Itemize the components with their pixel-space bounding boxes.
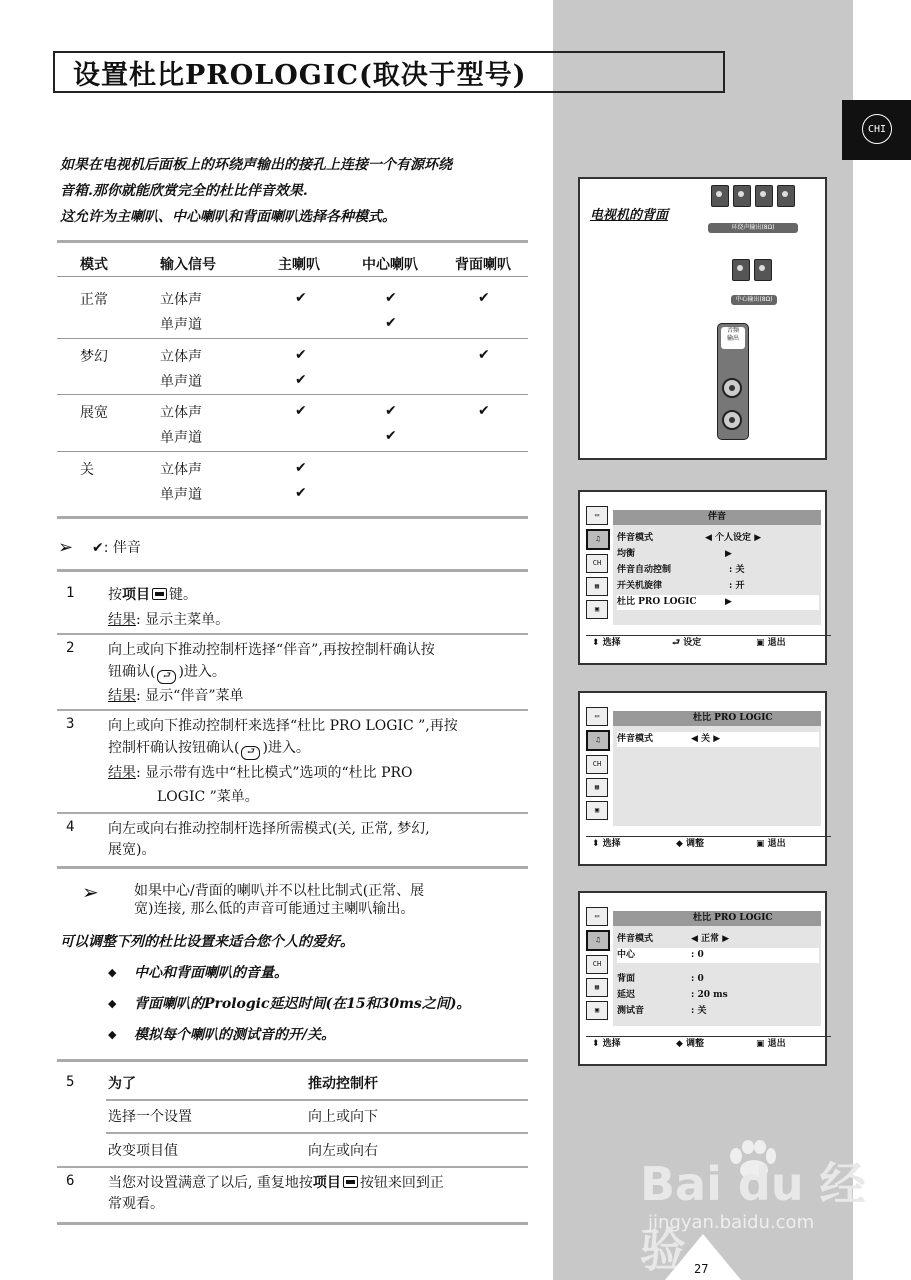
menu-row[interactable] [617,579,819,594]
language-tab-label: CHI [862,114,892,144]
audio-label: 输出 [726,335,739,342]
menu-label: 测试音 [617,1006,645,1016]
check-mark: ✔ [385,428,397,444]
audio-label: 音频 [726,327,739,334]
input-stereo: 立体声 [160,349,202,365]
intro-line: 如果在电视机后面板上的环绕声输出的接孔上连接一个有源环绕 [60,157,452,173]
menu-key-label: 项目 [122,587,150,603]
enter-button-icon: ⮐ [241,746,260,760]
check-mark: ✔ [295,372,307,388]
picture-icon: ▭ [586,907,608,926]
menu-key-label: 项目 [312,1175,341,1191]
check-mark: ✔ [385,290,397,306]
header-center: 中心喇叭 [362,257,418,273]
step-3-line [108,738,310,760]
intro-line: 音箱.那你就能欣赏完全的杜比伴音效果. [60,183,308,199]
check-mark: ✔ [295,403,307,419]
speaker-jack-icon [754,259,772,281]
table2-header: 为了 [108,1076,136,1092]
input-mono: 单声道 [160,430,202,446]
menu-label: 伴音模式 [617,533,654,543]
step-2-line [108,662,226,684]
check-mark: ✔ [478,403,490,419]
exit-hint: ▣ 退出 [756,839,786,849]
input-mono: 单声道 [160,317,202,333]
step-text: 当您对设置满意了以后, 重复地按 [108,1175,313,1191]
step-rule [57,633,528,635]
watermark-url: jingyan.baidu.com [648,1212,815,1233]
table2-cell: 向上或向下 [308,1109,378,1125]
language-tab [842,100,911,160]
menu-footer [586,635,831,650]
step-text: 控制杆确认按钮确认( [108,740,240,756]
menu-value: ▶ [725,597,732,607]
step-rule [57,709,528,711]
step-3-result [108,763,413,783]
table-rule [57,240,528,243]
menu-value: ▶ [725,549,732,559]
select-hint: ⬍ 选择 [592,1039,621,1049]
mode-name: 关 [80,462,94,478]
page-number: 27 [694,1262,709,1276]
menu-label: 伴音自动控制 [617,565,672,575]
result-text: : 显示“伴音”菜单 [136,688,244,704]
menu-row[interactable] [617,932,819,947]
check-mark: ✔ [478,290,490,306]
step-3-line: 向上或向下推动控制杆来选择“杜比 PRO LOGIC ”,再按 [108,718,458,734]
bullet-icon: ◆ [108,1028,117,1041]
menu-value: : 关 [729,565,745,575]
step-rule [57,812,528,814]
menu-row-selected[interactable] [617,732,819,747]
menu-label: 延迟 [617,990,636,1000]
dolby-settings-screen [578,891,827,1066]
step-number: 5 [66,1074,75,1090]
speaker-jack-icon [755,185,773,207]
input-stereo: 立体声 [160,292,202,308]
step-number: 1 [66,585,75,601]
page-title: 设置杜比PROLOGIC(取决于型号) [53,51,725,93]
adjust-item: 背面喇叭的Prologic延迟时间(在15和30ms之间)。 [134,996,471,1012]
adjust-heading: 可以调整下列的杜比设置来适合您个人的爱好。 [60,934,354,950]
check-mark: ✔ [295,347,307,363]
check-mark: ✔ [295,485,307,501]
picture-icon: ▭ [586,707,608,726]
menu-icon-column [586,907,608,1024]
menu-value: : 20 ms [691,990,728,1000]
legend-text: ✔: 伴音 [92,540,141,556]
input-stereo: 立体声 [160,462,202,478]
step-rule [57,569,528,572]
check-mark: ✔ [385,403,397,419]
channel-icon: CH [586,955,608,974]
setup-icon: ▣ [586,1001,608,1020]
adjust-hint: ◆ 调整 [676,1039,705,1049]
speaker-jack-icon [711,185,729,207]
menu-label: 伴音模式 [617,734,654,744]
mode-name: 梦幻 [80,349,108,365]
menu-header: 伴音 [613,510,821,525]
menu-row[interactable] [617,563,819,578]
watermark-brand: Bai du 经验 [640,1157,866,1277]
menu-header: 杜比 PRO LOGIC [613,711,821,726]
sound-icon: ♫ [586,529,610,550]
mode-name: 展宽 [80,405,108,421]
step-number: 6 [66,1173,75,1189]
menu-row[interactable] [617,547,819,562]
step-rule [57,1059,528,1062]
result-label: 结果 [108,612,136,628]
function-icon: ▦ [586,778,608,797]
check-mark: ✔ [478,347,490,363]
menu-row[interactable] [617,988,819,1003]
menu-label: 杜比 PRO LOGIC [617,597,697,607]
menu-label: 中心 [617,950,636,960]
step-text: )进入。 [178,664,226,680]
header-main: 主喇叭 [278,257,320,273]
check-mark: ✔ [295,290,307,306]
dolby-menu-screen [578,691,827,866]
sound-menu-screen [578,490,827,665]
menu-footer [586,1036,831,1051]
menu-label: 开关机旋律 [617,581,663,591]
menu-value: : 关 [691,1006,707,1016]
sound-icon: ♫ [586,930,610,951]
exit-hint: ▣ 退出 [756,638,786,648]
menu-footer [586,836,831,851]
table-rule [57,338,528,339]
center-jacks [732,259,772,281]
check-mark: ✔ [295,460,307,476]
input-mono: 单声道 [160,374,202,390]
table-rule [57,516,528,519]
surround-jacks [711,185,795,207]
menu-header: 杜比 PRO LOGIC [613,911,821,926]
table2-cell: 选择一个设置 [108,1109,192,1125]
menu-value: : 0 [691,974,704,984]
header-input: 输入信号 [160,257,216,273]
function-icon: ▦ [586,577,608,596]
adjust-item: 中心和背面喇叭的音量。 [134,965,288,981]
menu-label: 背面 [617,974,636,984]
audio-out-block [717,323,749,440]
menu-body [613,911,821,1026]
result-text: LOGIC ”菜单。 [157,789,259,805]
mode-name: 正常 [80,292,108,308]
table-rule [57,451,528,452]
step-6-line: 常观看。 [108,1196,164,1212]
step-rule [57,866,528,869]
table-rule [57,276,528,277]
speaker-jack-icon [733,185,751,207]
speaker-jack-icon [777,185,795,207]
note-line: 如果中心/背面的喇叭并不以杜比制式(正常、展 [134,883,425,899]
table2-header: 推动控制杆 [308,1076,378,1092]
result-label: 结果 [108,688,136,704]
header-mode: 模式 [80,257,108,273]
menu-value: : 0 [691,950,704,960]
result-label: 结果 [108,765,136,781]
select-hint: ⬍ 选择 [592,839,621,849]
menu-icon-column [586,506,608,623]
menu-button-icon [343,1176,358,1188]
step-2-line: 向上或向下推动控制杆选择“伴音”,再按控制杆确认按 [108,642,435,658]
adjust-hint: ◆ 调整 [676,839,705,849]
select-hint: ⬍ 选择 [592,638,621,648]
input-mono: 单声道 [160,487,202,503]
rear-panel-diagram [578,177,827,460]
menu-row[interactable] [617,1004,819,1019]
arrow-icon: ➢ [58,537,74,558]
note-arrow-icon: ➢ [82,880,99,904]
result-text: : 显示带有选中“杜比模式”选项的“杜比 PRO [136,765,413,781]
step-number: 2 [66,640,75,656]
menu-value: ◀ 正常 ▶ [691,934,730,944]
menu-row[interactable] [617,972,819,987]
rca-jack-icon [722,410,742,430]
result-text: : 显示主菜单。 [136,612,230,628]
enter-hint: ⮐ 设定 [672,638,702,648]
function-icon: ▦ [586,978,608,997]
step-number: 4 [66,819,75,835]
table2-rule [106,1099,528,1101]
menu-label: 伴音模式 [617,934,654,944]
intro-text [60,152,540,230]
step-6-line [108,1173,444,1193]
menu-button-icon [152,588,167,600]
step-4-line: 展宽)。 [108,842,156,858]
center-label: 中心输出(8Ω) [731,295,777,305]
step-text: 按钮来回到正 [359,1175,444,1191]
setup-icon: ▣ [586,600,608,619]
menu-value: ◀ 关 ▶ [691,734,721,744]
step-text: 键。 [169,587,197,603]
step-1-text [108,585,197,605]
menu-row[interactable] [617,531,819,546]
step-1-result [108,610,229,630]
step-number: 3 [66,716,75,732]
bullet-icon: ◆ [108,997,117,1010]
surround-label: 环绕声输出(8Ω) [708,223,798,233]
menu-row-selected[interactable] [617,948,819,963]
table2-cell: 向左或向右 [308,1143,378,1159]
exit-hint: ▣ 退出 [756,1039,786,1049]
speaker-jack-icon [732,259,750,281]
audio-out-caption [721,327,745,349]
menu-row-selected[interactable] [617,595,819,610]
menu-label: 均衡 [617,549,636,559]
check-mark: ✔ [385,315,397,331]
note-line: 宽)连接, 那么低的声音可能通过主喇叭输出。 [134,901,415,917]
channel-icon: CH [586,554,608,573]
bullet-icon: ◆ [108,966,117,979]
header-rear: 背面喇叭 [455,257,511,273]
step-text: 钮确认( [108,664,156,680]
step-text: 按 [108,587,122,603]
menu-value: : 开 [729,581,745,591]
adjust-item: 模拟每个喇叭的测试音的开/关。 [134,1027,336,1043]
menu-icon-column [586,707,608,824]
step-rule [57,1222,528,1225]
picture-icon: ▭ [586,506,608,525]
menu-value: ◀ 个人设定 ▶ [705,533,762,543]
input-stereo: 立体声 [160,405,202,421]
menu-body [613,711,821,826]
step-rule [57,1166,528,1168]
enter-button-icon: ⮐ [157,670,176,684]
table-rule [57,394,528,395]
table2-cell: 改变项目值 [108,1143,178,1159]
sound-icon: ♫ [586,730,610,751]
menu-body [613,510,821,625]
table2-rule [106,1132,528,1134]
intro-line: 这允许为主喇叭、中心喇叭和背面喇叭选择各种模式。 [60,209,396,225]
setup-icon: ▣ [586,801,608,820]
channel-icon: CH [586,755,608,774]
step-2-result [108,686,243,706]
step-text: )进入。 [262,740,310,756]
rear-panel-title: 电视机的背面 [590,208,669,223]
rca-jack-icon [722,378,742,398]
step-4-line: 向左或向右推动控制杆选择所需模式(关, 正常, 梦幻, [108,821,430,837]
